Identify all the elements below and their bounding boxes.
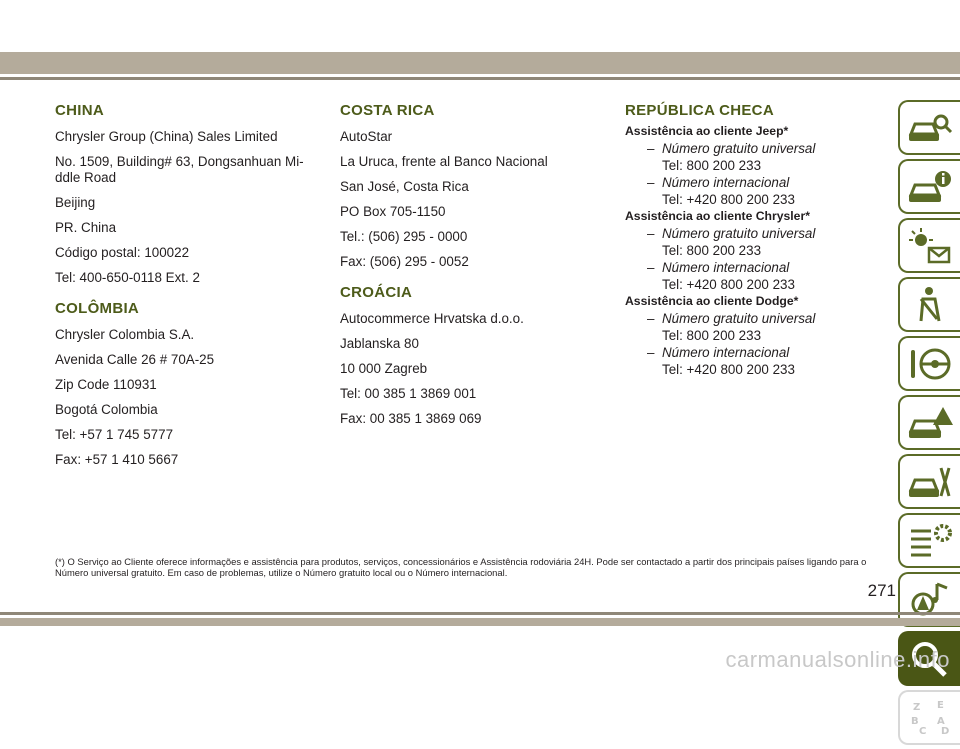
croatia-line: 10 000 Zagreb	[340, 361, 428, 376]
section-title-croatia: CROÁCIA	[340, 284, 413, 301]
number-label-text: Número gratuito universal	[662, 226, 816, 241]
croatia-line: Fax: 00 385 1 3869 069	[340, 411, 482, 426]
letter-b: B	[911, 715, 919, 727]
footer-band	[0, 618, 960, 626]
letter-e: E	[937, 699, 944, 711]
number-label-text: Número internacional	[662, 345, 790, 360]
tab-alphabetical-index[interactable]	[898, 690, 960, 745]
phone-value: Tel: 800 200 233	[662, 158, 762, 173]
number-label	[647, 259, 895, 276]
letter-d: D	[941, 725, 950, 737]
assist-heading-chrysler: Assistência ao cliente Chrysler*	[625, 209, 810, 223]
colombia-line: Tel: +57 1 745 5777	[55, 427, 174, 442]
tab-car-info[interactable]	[898, 159, 960, 214]
letter-c: C	[919, 725, 927, 737]
phone-value: Tel: +420 800 200 233	[662, 277, 795, 292]
costa-rica-line: La Uruca, frente al Banco Nacional	[340, 154, 548, 169]
number-label	[647, 140, 895, 157]
footnote: (*) O Serviço ao Cliente oferece informações e assistência para produtos, serviços, concessionários e Assistência rodoviária 24H. Pode ser contactado a partir dos principais países ligando para o Número universal gratuito. Em caso de problemas, utilize o Número gratuito local ou o Número internacional.	[55, 556, 867, 578]
china-line: Beijing	[55, 195, 96, 210]
phone-value: Tel: +420 800 200 233	[662, 362, 795, 377]
car-emergency-icon	[907, 403, 953, 443]
alphabetical-index-icon	[907, 698, 953, 738]
costa-rica-line: Fax: (506) 295 - 0052	[340, 254, 469, 269]
assist-heading-jeep: Assistência ao cliente Jeep*	[625, 124, 789, 138]
car-search-icon	[907, 108, 953, 148]
china-line: PR. China	[55, 220, 117, 235]
section-title-colombia: COLÔMBIA	[55, 300, 140, 317]
number-label	[647, 174, 895, 191]
colombia-line: Fax: +57 1 410 5667	[55, 452, 179, 467]
specifications-gear-icon	[907, 521, 953, 561]
car-maintenance-icon	[907, 462, 953, 502]
watermark: carmanualsonline.info	[725, 647, 950, 672]
tab-specifications[interactable]	[898, 513, 960, 568]
dash: –	[647, 175, 655, 190]
china-line: Código postal: 100022	[55, 245, 190, 260]
letter-a: A	[937, 715, 945, 727]
page-number: 271	[867, 581, 896, 600]
dash: –	[647, 141, 655, 156]
tab-maintenance[interactable]	[898, 454, 960, 509]
assist-heading-dodge: Assistência ao cliente Dodge*	[625, 294, 799, 308]
phone-value: Tel: 800 200 233	[662, 243, 762, 258]
number-label-text: Número internacional	[662, 260, 790, 275]
tab-car-search[interactable]	[898, 100, 960, 155]
section-title-czech: REPÚBLICA CHECA	[625, 102, 774, 119]
header-band	[0, 52, 960, 74]
colombia-line: Bogotá Colombia	[55, 402, 158, 417]
column-middle	[340, 102, 602, 436]
colombia-line: Zip Code 110931	[55, 377, 157, 392]
footer-rule	[0, 612, 960, 615]
section-title-costa-rica: COSTA RICA	[340, 102, 435, 119]
tab-safety[interactable]	[898, 277, 960, 332]
costa-rica-line: San José, Costa Rica	[340, 179, 469, 194]
croatia-line: Tel: 00 385 1 3869 001	[340, 386, 477, 401]
phone-value: Tel: +420 800 200 233	[662, 192, 795, 207]
number-label	[647, 310, 895, 327]
number-label-text: Número gratuito universal	[662, 311, 816, 326]
dash: –	[647, 260, 655, 275]
costa-rica-line: Tel.: (506) 295 - 0000	[340, 229, 468, 244]
china-line: No. 1509, Building# 63, Dongsanhuan Mi- ddle Road	[55, 154, 304, 185]
dash: –	[647, 226, 655, 241]
number-label-text: Número internacional	[662, 175, 790, 190]
number-label-text: Número gratuito universal	[662, 141, 816, 156]
colombia-line: Avenida Calle 26 # 70A-25	[55, 352, 215, 367]
column-right	[625, 102, 895, 378]
dash: –	[647, 311, 655, 326]
number-label	[647, 344, 895, 361]
colombia-line: Chrysler Colombia S.A.	[55, 327, 195, 342]
seatbelt-safety-icon	[907, 285, 953, 325]
phone-value: Tel: 800 200 233	[662, 328, 762, 343]
letter-z: Z	[913, 701, 921, 713]
tab-driving[interactable]	[898, 336, 960, 391]
costa-rica-line: AutoStar	[340, 129, 393, 144]
china-line: Tel: 400-650-0118 Ext. 2	[55, 270, 200, 285]
croatia-line: Jablanska 80	[340, 336, 419, 351]
china-line: Chrysler Group (China) Sales Limited	[55, 129, 278, 144]
number-label	[647, 225, 895, 242]
header-rule	[0, 77, 960, 80]
section-title-china: CHINA	[55, 102, 104, 119]
car-info-icon	[907, 167, 953, 207]
warning-lights-message-icon	[907, 226, 953, 266]
dash: –	[647, 345, 655, 360]
tab-emergency[interactable]	[898, 395, 960, 450]
column-left	[55, 102, 310, 477]
tab-warning-lights[interactable]	[898, 218, 960, 273]
croatia-line: Autocommerce Hrvatska d.o.o.	[340, 311, 524, 326]
steering-wheel-icon	[907, 344, 953, 384]
costa-rica-line: PO Box 705-1150	[340, 204, 446, 219]
